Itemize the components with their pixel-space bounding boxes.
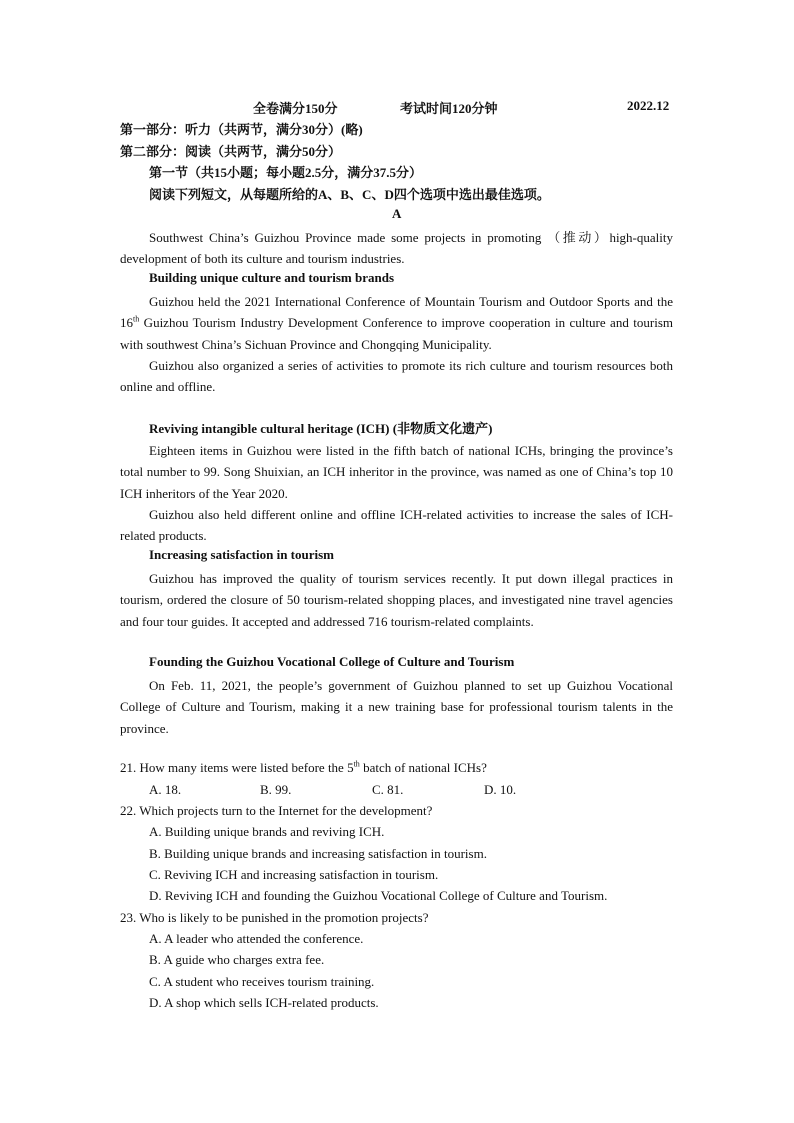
option-23-b[interactable]: B. A guide who charges extra fee. — [149, 952, 325, 967]
paragraph: Guizhou also organized a series of activities to promote its rich culture and tourism resources both online and offline. — [120, 357, 673, 395]
question-21 — [120, 760, 487, 776]
option-22-b[interactable]: B. Building unique brands and increasing satisfaction in tourism. — [149, 846, 487, 861]
option-21-a[interactable]: A. 18. — [149, 782, 182, 797]
passage-intro: Southwest China’s Guizhou Province made some projects in promoting （推动）high-quality development of both its culture and tourism industries. — [120, 230, 673, 267]
paragraph: Guizhou has improved the quality of tourism services recently. It put down illegal practices in tourism, ordered the closure of 50 tourism-related shopping places, and investigated nine travel agencies and four tour guides. It accepted and addressed 716 tourism-related complaints. — [120, 571, 673, 629]
passage-label: A — [392, 206, 402, 221]
exam-time: 考试时间120分钟 — [400, 101, 498, 116]
superscript: th — [353, 759, 360, 769]
section-heading-brands: Building unique culture and tourism brands — [149, 270, 395, 285]
option-22-a[interactable]: A. Building unique brands and reviving ICH. — [149, 824, 385, 839]
option-22-d[interactable]: D. Reviving ICH and founding the Guizhou Vocational College of Culture and Tourism. — [149, 888, 608, 903]
paragraph: On Feb. 11, 2021, the people’s government of Guizhou planned to set up Guizhou Vocational College of Culture and Tourism, making it a new training base for professional tourism talents in the province. — [120, 678, 673, 736]
section-heading-satisfaction: Increasing satisfaction in tourism — [149, 547, 335, 562]
question-23: 23. Who is likely to be punished in the promotion projects? — [120, 910, 429, 925]
section-brands-body — [120, 291, 673, 397]
section-heading-ich: Reviving intangible cultural heritage (ICH) (非物质文化遗产) — [149, 421, 493, 436]
section-satisfaction-body — [120, 568, 673, 632]
option-23-a[interactable]: A. A leader who attended the conference. — [149, 931, 364, 946]
section1-title: 第一节（共15小题；每小题2.5分，满分37.5分） — [149, 165, 423, 180]
section-heading-college: Founding the Guizhou Vocational College of Culture and Tourism — [149, 654, 515, 669]
part2-title: 第二部分：阅读（共两节，满分50分） — [120, 144, 342, 159]
question-22: 22. Which projects turn to the Internet for the development? — [120, 803, 433, 818]
section-college-body — [120, 675, 673, 739]
full-score: 全卷满分150分 — [253, 101, 338, 116]
exam-date: 2022.12 — [627, 98, 670, 113]
para-text: Guizhou held the 2021 International Conference of Mountain Tourism and Outdoor Sports and the 16th Guizhou Tourism Industry Development Conference to improve cooperation in culture and tourism with southwest China’s Sichuan Province and Chongqing Municipality. — [120, 294, 673, 352]
option-21-c[interactable]: C. 81. — [372, 782, 404, 797]
instruction: 阅读下列短文，从每题所给的A、B、C、D四个选项中选出最佳选项。 — [149, 187, 550, 202]
section-ich-body — [120, 440, 673, 546]
option-23-c[interactable]: C. A student who receives tourism training. — [149, 974, 375, 989]
passage-intro-block — [120, 227, 673, 270]
question-21-stem: 21. How many items were listed before the 5 — [120, 760, 354, 775]
question-21-stem-end: batch of national ICHs? — [359, 760, 487, 775]
option-21-d[interactable]: D. 10. — [484, 782, 517, 797]
part1-title: 第一部分：听力（共两节，满分30分）(略) — [120, 122, 363, 137]
option-22-c[interactable]: C. Reviving ICH and increasing satisfaction in tourism. — [149, 867, 439, 882]
paragraph: Guizhou also held different online and offline ICH-related activities to increase the sales of ICH-related products. — [120, 506, 673, 544]
paragraph: Eighteen items in Guizhou were listed in the fifth batch of national ICHs, bringing the province’s total number to 99. Song Shuixian, an ICH inheritor in the province, was named as one of China’s top 10 ICH inheritors of the Year 2020. — [120, 443, 673, 501]
option-21-b[interactable]: B. 99. — [260, 782, 292, 797]
option-23-d[interactable]: D. A shop which sells ICH-related products. — [149, 995, 379, 1010]
paragraph — [120, 291, 673, 355]
